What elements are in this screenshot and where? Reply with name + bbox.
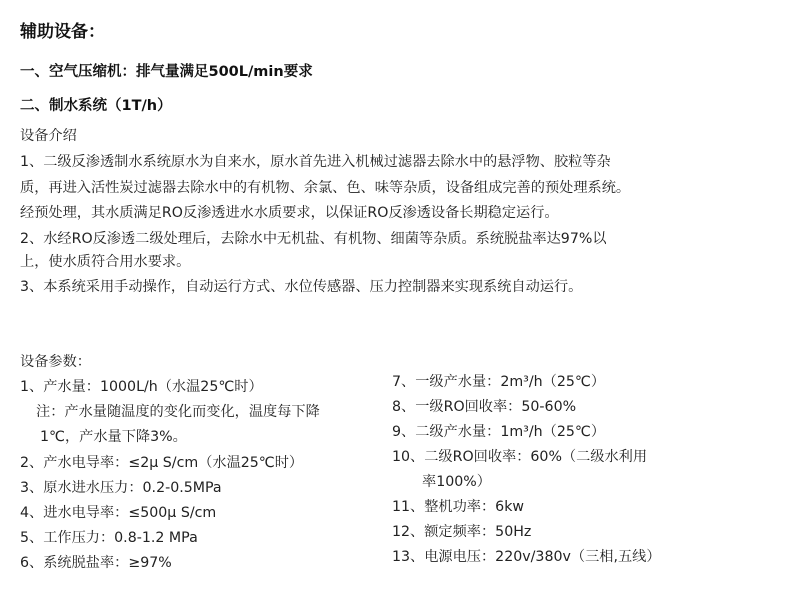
section-air-compressor: 一、空气压缩机：排气量满足500L/min要求 xyxy=(20,64,313,80)
param-item: 2、产水电导率：≤2μ S/cm（水温25℃时） xyxy=(20,455,304,471)
param-item: 6、系统脱盐率：≥97% xyxy=(20,555,172,571)
page-title: 辅助设备： xyxy=(20,22,105,42)
intro-line: 1、二级反渗透制水系统原水为自来水，原水首先进入机械过滤器去除水中的悬浮物、胶粒等杂 xyxy=(20,154,611,170)
param-item: 7、一级产水量：2m³/h（25℃） xyxy=(392,374,606,390)
params-heading: 设备参数： xyxy=(20,354,91,370)
param-item-continued: 率100%） xyxy=(422,474,491,490)
section-water-system: 二、制水系统（1T/h） xyxy=(20,98,172,114)
param-item: 12、额定频率：50Hz xyxy=(392,524,532,540)
param-item: 10、二级RO回收率：60%（二级水利用 xyxy=(392,449,648,465)
intro-line: 2、水经RO反渗透二级处理后，去除水中无机盐、有机物、细菌等杂质。系统脱盐率达97%以 xyxy=(20,231,607,247)
param-item: 1、产水量：1000L/h（水温25℃时） xyxy=(20,379,263,395)
intro-line: 3、本系统采用手动操作，自动运行方式、水位传感器、压力控制器来实现系统自动运行。 xyxy=(20,279,583,295)
param-item: 11、整机功率：6kw xyxy=(392,499,525,515)
intro-line: 经预处理，其水质满足RO反渗透进水水质要求，以保证RO反渗透设备长期稳定运行。 xyxy=(20,205,559,221)
param-item: 4、进水电导率：≤500μ S/cm xyxy=(20,505,217,521)
param-note: 注：产水量随温度的变化而变化，温度每下降 xyxy=(36,404,320,420)
intro-line: 质，再进入活性炭过滤器去除水中的有机物、余氯、色、味等杂质，设备组成完善的预处理系统。 xyxy=(20,180,631,196)
param-item: 3、原水进水压力：0.2-0.5MPa xyxy=(20,480,222,496)
intro-line: 上，使水质符合用水要求。 xyxy=(20,254,191,270)
param-note: 1℃，产水量下降3%。 xyxy=(40,429,187,445)
intro-heading: 设备介绍 xyxy=(20,128,77,144)
param-item: 13、电源电压：220v/380v（三相,五线） xyxy=(392,549,661,565)
param-item: 9、二级产水量：1m³/h（25℃） xyxy=(392,424,606,440)
param-item: 8、一级RO回收率：50-60% xyxy=(392,399,577,415)
param-item: 5、工作压力：0.8-1.2 MPa xyxy=(20,530,198,546)
